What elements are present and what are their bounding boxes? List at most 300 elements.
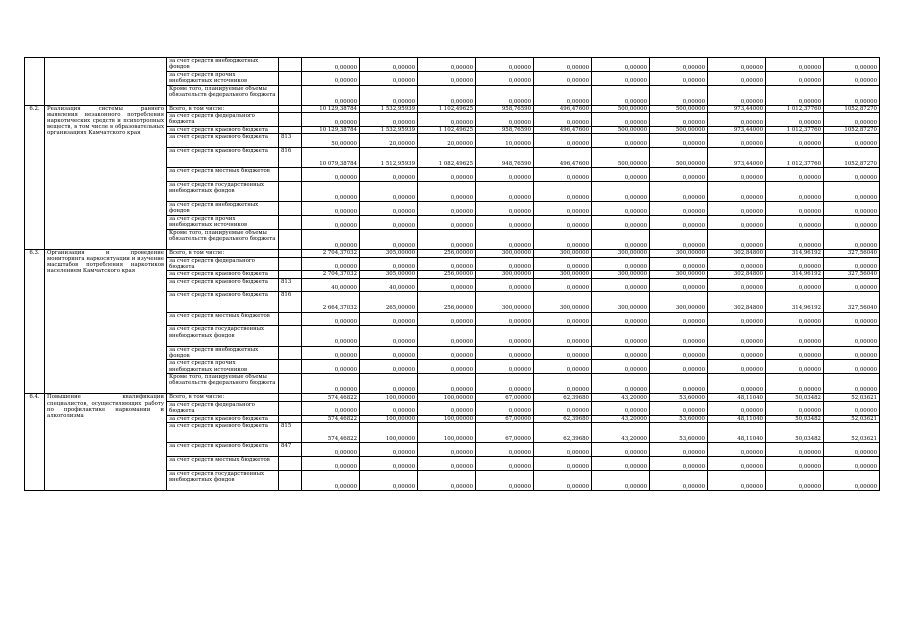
amount-cell: 0,00000 (418, 168, 476, 182)
amount-cell: 10 129,38784 (302, 105, 360, 112)
amount-cell: 2 664,37032 (302, 292, 360, 312)
amount-cell: 0,00000 (766, 443, 824, 457)
amount-cell: 0,00000 (592, 71, 650, 85)
amount-cell: 0,00000 (534, 457, 592, 471)
amount-cell: 1052,87270 (824, 126, 880, 133)
amount-cell: 0,00000 (476, 346, 534, 360)
amount-cell: 62,39680 (534, 415, 592, 422)
funding-source-label: за счет средств федерального бюджета (167, 257, 279, 271)
amount-cell: 0,00000 (708, 113, 766, 127)
amount-cell: 0,00000 (824, 134, 880, 148)
amount-cell: 0,00000 (418, 443, 476, 457)
amount-cell: 0,00000 (360, 457, 418, 471)
budget-code (279, 312, 302, 326)
funding-source-label: за счет средств прочих внебюджетных источников (167, 71, 279, 85)
amount-cell: 1 012,37760 (766, 126, 824, 133)
amount-cell: 0,00000 (592, 312, 650, 326)
amount-cell: 0,00000 (766, 168, 824, 182)
amount-cell: 973,44000 (708, 148, 766, 168)
amount-cell: 300,00000 (650, 250, 708, 257)
amount-cell: 0,00000 (650, 346, 708, 360)
amount-cell: 256,00000 (418, 292, 476, 312)
section-index (25, 58, 45, 106)
amount-cell: 0,00000 (708, 134, 766, 148)
amount-cell: 0,00000 (708, 346, 766, 360)
amount-cell: 100,00000 (360, 394, 418, 401)
amount-cell: 0,00000 (650, 326, 708, 346)
amount-cell: 0,00000 (360, 168, 418, 182)
amount-cell: 0,00000 (476, 216, 534, 230)
amount-cell: 0,00000 (824, 216, 880, 230)
amount-cell: 0,00000 (476, 202, 534, 216)
amount-cell: 327,56040 (824, 292, 880, 312)
amount-cell: 0,00000 (302, 443, 360, 457)
amount-cell: 0,00000 (476, 168, 534, 182)
amount-cell: 496,47600 (534, 126, 592, 133)
table-row (25, 58, 880, 72)
amount-cell: 0,00000 (592, 134, 650, 148)
amount-cell: 0,00000 (650, 401, 708, 415)
budget-code: 816 (279, 148, 302, 168)
section-name: Реализация системы раннего выявления незаконного потребления наркотических средств и психотропных веществ, в том числе в образовательных организациях Камчатского края (45, 105, 167, 249)
amount-cell: 0,00000 (592, 85, 650, 105)
amount-cell: 0,00000 (476, 401, 534, 415)
amount-cell: 0,00000 (534, 278, 592, 292)
amount-cell: 50,03482 (766, 423, 824, 443)
amount-cell: 0,00000 (360, 85, 418, 105)
amount-cell: 0,00000 (592, 457, 650, 471)
funding-source-label: за счет средств краевого бюджета (167, 126, 279, 133)
amount-cell: 0,00000 (534, 374, 592, 394)
amount-cell: 0,00000 (708, 326, 766, 346)
funding-source-label: за счет средств краевого бюджета (167, 443, 279, 457)
amount-cell: 0,00000 (824, 85, 880, 105)
budget-code (279, 229, 302, 249)
budget-table (24, 57, 880, 491)
amount-cell: 0,00000 (360, 229, 418, 249)
amount-cell: 300,00000 (534, 271, 592, 278)
amount-cell: 0,00000 (708, 360, 766, 374)
amount-cell: 1052,87270 (824, 148, 880, 168)
amount-cell: 1 012,37760 (766, 148, 824, 168)
amount-cell: 0,00000 (650, 85, 708, 105)
amount-cell: 0,00000 (708, 443, 766, 457)
amount-cell: 0,00000 (418, 326, 476, 346)
budget-code: 816 (279, 292, 302, 312)
budget-code (279, 202, 302, 216)
amount-cell: 256,00000 (418, 271, 476, 278)
amount-cell: 0,00000 (708, 457, 766, 471)
amount-cell: 0,00000 (592, 58, 650, 72)
amount-cell: 0,00000 (708, 470, 766, 490)
amount-cell: 0,00000 (302, 71, 360, 85)
funding-source-label: за счет средств прочих внебюджетных источников (167, 216, 279, 230)
amount-cell: 0,00000 (534, 257, 592, 271)
amount-cell: 0,00000 (302, 58, 360, 72)
amount-cell: 0,00000 (650, 443, 708, 457)
section-index: 6.3. (25, 250, 45, 394)
amount-cell: 314,96192 (766, 292, 824, 312)
amount-cell: 0,00000 (302, 470, 360, 490)
budget-code (279, 182, 302, 202)
funding-source-label: за счет средств краевого бюджета (167, 292, 279, 312)
amount-cell: 500,00000 (650, 126, 708, 133)
amount-cell: 0,00000 (650, 278, 708, 292)
amount-cell: 0,00000 (302, 202, 360, 216)
amount-cell: 0,00000 (766, 326, 824, 346)
amount-cell: 0,00000 (360, 401, 418, 415)
amount-cell: 0,00000 (708, 168, 766, 182)
amount-cell: 0,00000 (708, 58, 766, 72)
amount-cell: 948,76590 (476, 148, 534, 168)
amount-cell: 0,00000 (650, 312, 708, 326)
amount-cell: 0,00000 (650, 470, 708, 490)
amount-cell: 1 102,49625 (418, 105, 476, 112)
amount-cell: 0,00000 (302, 346, 360, 360)
amount-cell: 48,11040 (708, 394, 766, 401)
amount-cell: 0,00000 (360, 312, 418, 326)
amount-cell: 0,00000 (824, 257, 880, 271)
amount-cell: 0,00000 (766, 457, 824, 471)
amount-cell: 0,00000 (360, 346, 418, 360)
amount-cell: 973,44000 (708, 105, 766, 112)
amount-cell: 0,00000 (476, 85, 534, 105)
amount-cell: 0,00000 (592, 257, 650, 271)
section-name: Повышение квалификации специалистов, осуществляющих работу по профилактике наркомании и алкоголизма (45, 394, 167, 491)
amount-cell: 0,00000 (534, 58, 592, 72)
amount-cell: 0,00000 (534, 360, 592, 374)
amount-cell: 0,00000 (476, 278, 534, 292)
amount-cell: 0,00000 (302, 457, 360, 471)
amount-cell: 43,20000 (592, 415, 650, 422)
budget-table-body (25, 58, 880, 491)
amount-cell: 0,00000 (650, 58, 708, 72)
amount-cell: 0,00000 (766, 374, 824, 394)
amount-cell: 0,00000 (650, 257, 708, 271)
amount-cell: 0,00000 (534, 443, 592, 457)
amount-cell: 500,00000 (650, 105, 708, 112)
amount-cell: 0,00000 (418, 85, 476, 105)
amount-cell: 0,00000 (824, 312, 880, 326)
amount-cell: 0,00000 (476, 374, 534, 394)
amount-cell: 1 012,37760 (766, 105, 824, 112)
amount-cell: 20,00000 (360, 134, 418, 148)
amount-cell: 0,00000 (708, 182, 766, 202)
funding-source-label: за счет средств внебюджетных фондов (167, 202, 279, 216)
amount-cell: 973,44000 (708, 126, 766, 133)
amount-cell: 0,00000 (824, 168, 880, 182)
amount-cell: 1 082,49625 (418, 148, 476, 168)
amount-cell: 305,00000 (360, 271, 418, 278)
funding-source-label: Всего, в том числе: (167, 250, 279, 257)
amount-cell: 0,00000 (534, 216, 592, 230)
funding-source-label: за счет средств краевого бюджета (167, 271, 279, 278)
amount-cell: 0,00000 (360, 182, 418, 202)
amount-cell: 0,00000 (824, 457, 880, 471)
amount-cell: 0,00000 (418, 457, 476, 471)
amount-cell: 0,00000 (302, 374, 360, 394)
funding-source-label: Кроме того, планируемые объемы обязательств федерального бюджета (167, 229, 279, 249)
amount-cell: 0,00000 (302, 113, 360, 127)
amount-cell: 0,00000 (708, 229, 766, 249)
amount-cell: 0,00000 (824, 326, 880, 346)
amount-cell: 300,00000 (650, 271, 708, 278)
amount-cell: 100,00000 (418, 423, 476, 443)
amount-cell: 0,00000 (418, 401, 476, 415)
budget-code (279, 58, 302, 72)
amount-cell: 0,00000 (650, 202, 708, 216)
amount-cell: 40,00000 (360, 278, 418, 292)
budget-code (279, 126, 302, 133)
amount-cell: 0,00000 (824, 401, 880, 415)
amount-cell: 0,00000 (534, 168, 592, 182)
amount-cell: 20,00000 (418, 134, 476, 148)
budget-code (279, 105, 302, 112)
amount-cell: 0,00000 (650, 457, 708, 471)
budget-code (279, 360, 302, 374)
amount-cell: 0,00000 (650, 113, 708, 127)
amount-cell: 0,00000 (476, 312, 534, 326)
funding-source-label: за счет средств государственных внебюджетных фондов (167, 470, 279, 490)
amount-cell: 50,03482 (766, 394, 824, 401)
budget-code (279, 394, 302, 401)
amount-cell: 0,00000 (650, 216, 708, 230)
amount-cell: 302,84800 (708, 250, 766, 257)
amount-cell: 0,00000 (418, 360, 476, 374)
amount-cell: 0,00000 (360, 443, 418, 457)
amount-cell: 0,00000 (592, 168, 650, 182)
amount-cell: 0,00000 (302, 257, 360, 271)
amount-cell: 0,00000 (824, 113, 880, 127)
amount-cell: 52,03621 (824, 394, 880, 401)
amount-cell: 67,00000 (476, 394, 534, 401)
amount-cell: 0,00000 (766, 202, 824, 216)
amount-cell: 0,00000 (360, 470, 418, 490)
budget-code (279, 216, 302, 230)
amount-cell: 0,00000 (476, 71, 534, 85)
funding-source-label: за счет средств государственных внебюджетных фондов (167, 182, 279, 202)
amount-cell: 0,00000 (650, 360, 708, 374)
amount-cell: 0,00000 (534, 202, 592, 216)
amount-cell: 52,03621 (824, 415, 880, 422)
amount-cell: 0,00000 (476, 443, 534, 457)
amount-cell: 0,00000 (592, 326, 650, 346)
amount-cell: 67,00000 (476, 423, 534, 443)
amount-cell: 0,00000 (418, 113, 476, 127)
amount-cell: 0,00000 (766, 278, 824, 292)
amount-cell: 53,60000 (650, 415, 708, 422)
amount-cell: 100,00000 (360, 415, 418, 422)
amount-cell: 0,00000 (592, 374, 650, 394)
amount-cell: 496,47600 (534, 148, 592, 168)
budget-code: 847 (279, 443, 302, 457)
funding-source-label: Всего, в том числе: (167, 105, 279, 112)
budget-code (279, 257, 302, 271)
amount-cell: 0,00000 (824, 229, 880, 249)
amount-cell: 305,00000 (360, 250, 418, 257)
amount-cell: 0,00000 (824, 278, 880, 292)
budget-code (279, 168, 302, 182)
amount-cell: 0,00000 (766, 85, 824, 105)
amount-cell: 0,00000 (360, 374, 418, 394)
amount-cell: 43,20000 (592, 423, 650, 443)
amount-cell: 0,00000 (592, 360, 650, 374)
amount-cell: 0,00000 (534, 401, 592, 415)
amount-cell: 62,39680 (534, 423, 592, 443)
amount-cell: 0,00000 (476, 326, 534, 346)
amount-cell: 0,00000 (592, 229, 650, 249)
amount-cell: 1 532,95939 (360, 105, 418, 112)
amount-cell: 0,00000 (360, 58, 418, 72)
budget-code (279, 401, 302, 415)
amount-cell: 500,00000 (650, 148, 708, 168)
amount-cell: 500,00000 (592, 105, 650, 112)
amount-cell: 0,00000 (766, 134, 824, 148)
budget-code (279, 470, 302, 490)
amount-cell: 1 512,95939 (360, 148, 418, 168)
amount-cell: 500,00000 (592, 148, 650, 168)
amount-cell: 0,00000 (766, 58, 824, 72)
amount-cell: 300,00000 (534, 292, 592, 312)
budget-code (279, 85, 302, 105)
amount-cell: 0,00000 (534, 182, 592, 202)
funding-source-label: за счет средств федерального бюджета (167, 401, 279, 415)
funding-source-label: за счет средств государственных внебюджетных фондов (167, 326, 279, 346)
amount-cell: 0,00000 (592, 216, 650, 230)
amount-cell: 0,00000 (708, 374, 766, 394)
funding-source-label: Кроме того, планируемые объемы обязательств федерального бюджета (167, 85, 279, 105)
amount-cell: 0,00000 (650, 229, 708, 249)
budget-code (279, 71, 302, 85)
amount-cell: 314,96192 (766, 271, 824, 278)
amount-cell: 0,00000 (476, 113, 534, 127)
amount-cell: 0,00000 (476, 360, 534, 374)
amount-cell: 0,00000 (534, 346, 592, 360)
amount-cell: 0,00000 (824, 202, 880, 216)
budget-code (279, 346, 302, 360)
amount-cell: 0,00000 (650, 182, 708, 202)
funding-source-label: за счет средств федерального бюджета (167, 113, 279, 127)
amount-cell: 0,00000 (360, 202, 418, 216)
amount-cell: 0,00000 (534, 312, 592, 326)
amount-cell: 100,00000 (418, 415, 476, 422)
amount-cell: 0,00000 (824, 71, 880, 85)
amount-cell: 0,00000 (650, 71, 708, 85)
amount-cell: 0,00000 (766, 312, 824, 326)
amount-cell: 0,00000 (476, 470, 534, 490)
amount-cell: 0,00000 (766, 216, 824, 230)
amount-cell: 48,11040 (708, 423, 766, 443)
amount-cell: 10 079,38784 (302, 148, 360, 168)
amount-cell: 0,00000 (766, 470, 824, 490)
amount-cell: 0,00000 (418, 202, 476, 216)
amount-cell: 0,00000 (708, 401, 766, 415)
budget-code (279, 326, 302, 346)
section-index: 6.4. (25, 394, 45, 491)
amount-cell: 0,00000 (302, 401, 360, 415)
funding-source-label: за счет средств краевого бюджета (167, 278, 279, 292)
amount-cell: 300,00000 (476, 271, 534, 278)
funding-source-label: за счет средств краевого бюджета (167, 134, 279, 148)
amount-cell: 300,00000 (650, 292, 708, 312)
funding-source-label: Всего, в том числе: (167, 394, 279, 401)
amount-cell: 0,00000 (766, 257, 824, 271)
amount-cell: 0,00000 (766, 360, 824, 374)
funding-source-label: за счет средств внебюджетных фондов (167, 58, 279, 72)
funding-source-label: Кроме того, планируемые объемы обязательств федерального бюджета (167, 374, 279, 394)
amount-cell: 0,00000 (302, 216, 360, 230)
amount-cell: 0,00000 (302, 229, 360, 249)
amount-cell: 0,00000 (418, 374, 476, 394)
amount-cell: 574,46822 (302, 394, 360, 401)
budget-table-sheet (24, 57, 880, 491)
amount-cell: 0,00000 (824, 58, 880, 72)
amount-cell: 574,46822 (302, 423, 360, 443)
budget-code (279, 457, 302, 471)
amount-cell: 0,00000 (476, 229, 534, 249)
amount-cell: 0,00000 (824, 346, 880, 360)
amount-cell: 53,60000 (650, 423, 708, 443)
amount-cell: 67,00000 (476, 415, 534, 422)
budget-code (279, 415, 302, 422)
amount-cell: 0,00000 (766, 229, 824, 249)
amount-cell: 0,00000 (708, 216, 766, 230)
amount-cell: 0,00000 (708, 85, 766, 105)
section-name: Организация и проведение мониторинга наркоситуации и изучение масштабов потребления наркотиков населением Камчатского края (45, 250, 167, 394)
amount-cell: 0,00000 (766, 182, 824, 202)
amount-cell: 300,00000 (592, 271, 650, 278)
amount-cell: 0,00000 (360, 257, 418, 271)
amount-cell: 0,00000 (476, 257, 534, 271)
amount-cell: 0,00000 (302, 168, 360, 182)
amount-cell: 0,00000 (418, 229, 476, 249)
amount-cell: 0,00000 (360, 71, 418, 85)
amount-cell: 0,00000 (592, 443, 650, 457)
amount-cell: 0,00000 (418, 216, 476, 230)
amount-cell: 0,00000 (592, 182, 650, 202)
amount-cell: 0,00000 (824, 374, 880, 394)
funding-source-label: за счет средств внебюджетных фондов (167, 346, 279, 360)
amount-cell: 0,00000 (534, 470, 592, 490)
funding-source-label: за счет средств краевого бюджета (167, 423, 279, 443)
table-row (25, 105, 880, 112)
amount-cell: 62,39680 (534, 394, 592, 401)
amount-cell: 0,00000 (708, 312, 766, 326)
amount-cell: 0,00000 (824, 470, 880, 490)
amount-cell: 0,00000 (766, 113, 824, 127)
amount-cell: 0,00000 (650, 374, 708, 394)
amount-cell: 500,00000 (592, 126, 650, 133)
amount-cell: 0,00000 (476, 182, 534, 202)
amount-cell: 302,84800 (708, 292, 766, 312)
amount-cell: 1 532,95939 (360, 126, 418, 133)
amount-cell: 2 704,37032 (302, 250, 360, 257)
amount-cell: 327,56040 (824, 250, 880, 257)
amount-cell: 43,20000 (592, 394, 650, 401)
amount-cell: 0,00000 (534, 85, 592, 105)
amount-cell: 0,00000 (476, 58, 534, 72)
section-index: 6.2. (25, 105, 45, 249)
amount-cell: 0,00000 (534, 134, 592, 148)
amount-cell: 0,00000 (708, 257, 766, 271)
amount-cell: 0,00000 (766, 71, 824, 85)
amount-cell: 40,00000 (302, 278, 360, 292)
budget-code (279, 250, 302, 257)
amount-cell: 1 102,49625 (418, 126, 476, 133)
amount-cell: 0,00000 (766, 401, 824, 415)
amount-cell: 327,56040 (824, 271, 880, 278)
amount-cell: 958,76590 (476, 105, 534, 112)
